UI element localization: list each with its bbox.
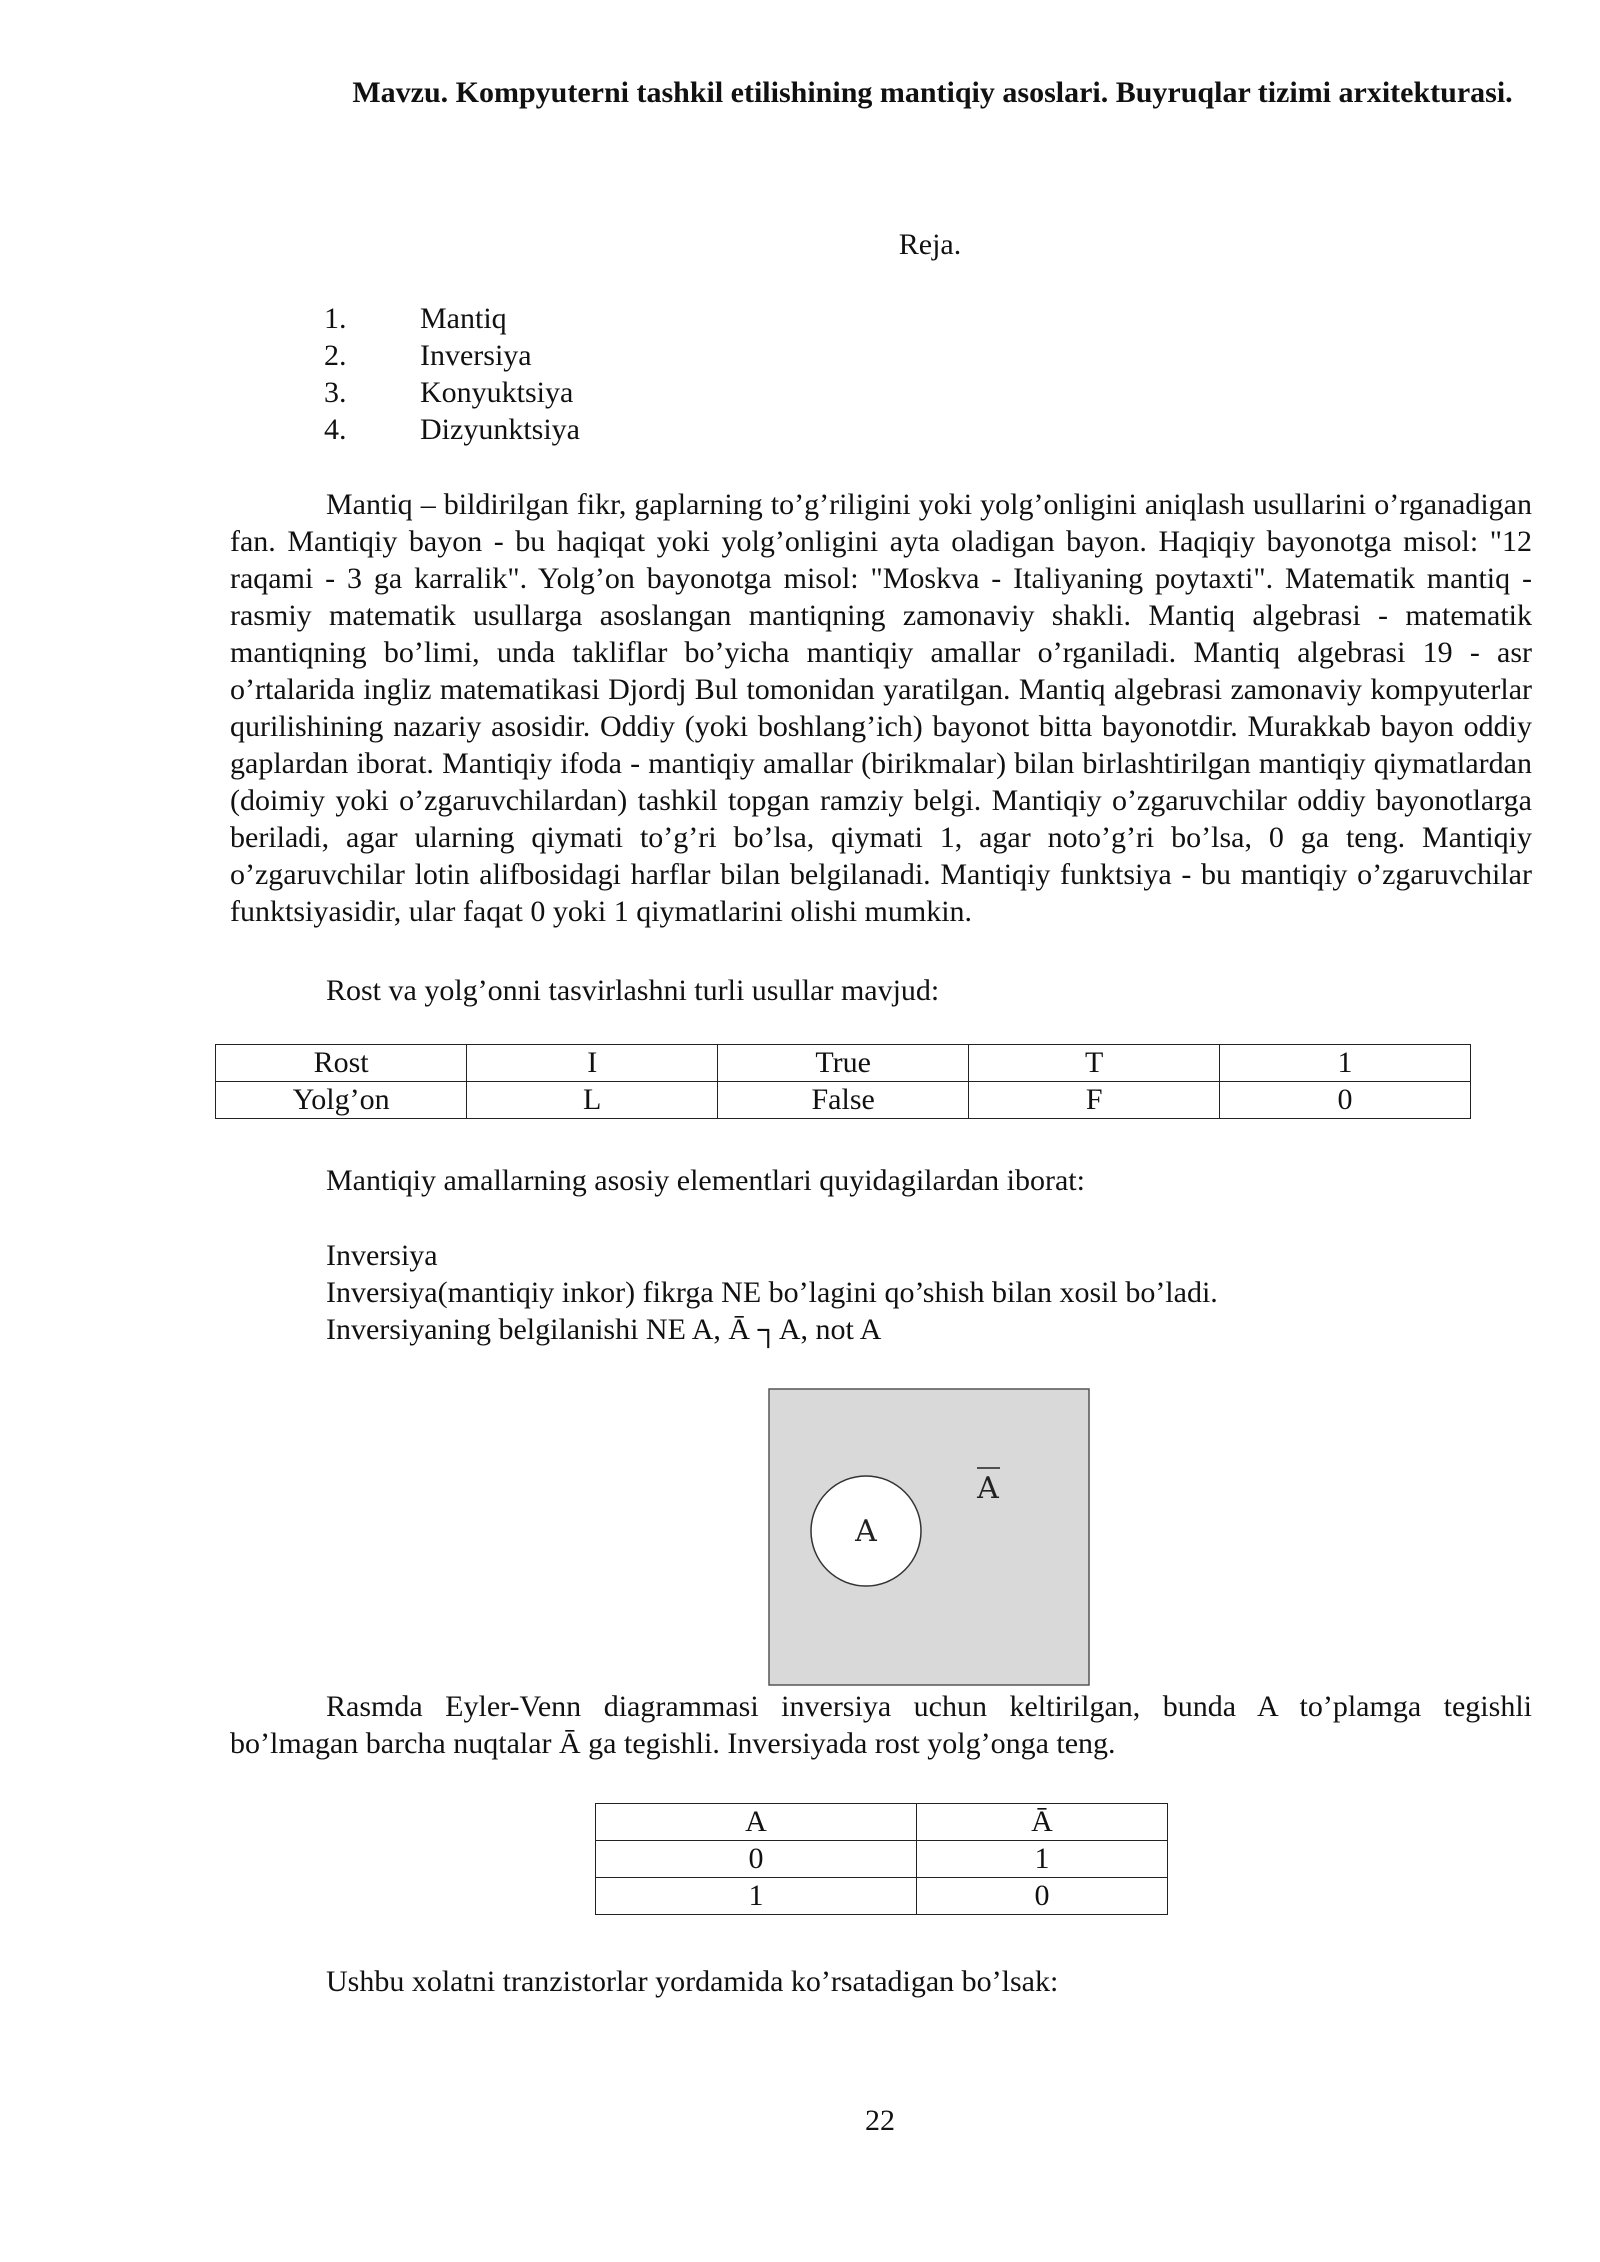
table-cell: 1: [917, 1841, 1168, 1878]
plan-item-number: 1.: [324, 302, 347, 335]
truth-values-table: [215, 1044, 1471, 1119]
plan-item-number: 3.: [324, 376, 347, 409]
venn-svg: [768, 1388, 1090, 1686]
table-cell: 1: [1220, 1045, 1471, 1082]
table-cell: I: [467, 1045, 718, 1082]
table-cell: Rost: [216, 1045, 467, 1082]
table-row: [216, 1082, 1471, 1119]
euler-venn-diagram: [768, 1388, 1090, 1686]
table-row: [216, 1045, 1471, 1082]
venn-caption: Rasmda Eyler-Venn diagrammasi inversiya uchun keltirilgan, bunda A to’plamga tegishli bo’lmagan barcha nuqtalar Ā ga tegishli. Inversiyada rost yolg’onga teng.: [230, 1690, 1532, 1760]
complement-label: A: [977, 1471, 999, 1506]
inversion-heading: Inversiya: [326, 1239, 438, 1272]
set-a-label: A: [855, 1514, 877, 1549]
plan-item: [324, 374, 580, 411]
table-cell: False: [718, 1082, 969, 1119]
table-header-cell: Ā: [917, 1804, 1168, 1841]
plan-list: [324, 300, 580, 448]
table-cell: True: [718, 1045, 969, 1082]
table-header-cell: A: [596, 1804, 917, 1841]
plan-item-number: 2.: [324, 339, 347, 372]
table-cell: 0: [1220, 1082, 1471, 1119]
table-row: [596, 1841, 1168, 1878]
plan-item: [324, 337, 580, 374]
ways-line: Rost va yolg’onni tasvirlashni turli usullar mavjud:: [326, 974, 940, 1007]
inversion-definition: Inversiya(mantiqiy inkor) fikrga NE bo’lagini qo’shish bilan xosil bo’ladi.: [326, 1276, 1218, 1309]
elements-line: Mantiqiy amallarning asosiy elementlari quyidagilardan iborat:: [326, 1164, 1085, 1197]
page-title: Mavzu. Kompyuterni tashkil etilishining mantiqiy asoslari. Buyruqlar tizimi arxitekturasi.: [352, 76, 1513, 109]
intro-paragraph: Mantiq – bildirilgan fikr, gaplarning to’g’riligini yoki yolg’onligini aniqlash usullarini o’rganadigan fan. Mantiqiy bayon - bu haqiqat yoki yolg’onligini ayta oladigan bayon. Haqiqiy bayonotga misol: "12 raqami - 3 ga karralik". Yolg’on bayonotga misol: "Moskva - Italiyaning poytaxti". Matematik mantiq - rasmiy matematik usullarga asoslangan mantiqning zamonaviy shakli. Mantiq algebrasi - matematik mantiqning bo’limi, unda takliflar bo’yicha mantiqiy amallar o’rganiladi. Mantiq algebrasi 19 - asr o’rtalarida ingliz matematikasi Djordj Bul tomonidan yaratilgan. Mantiq algebrasi zamonaviy kompyuterlar qurilishining nazariy asosidir. Oddiy (yoki boshlang’ich) bayonot bitta bayonotdir. Murakkab bayon oddiy gaplardan iborat. Mantiqiy ifoda - mantiqiy amallar (birikmalar) bilan birlashtirilgan mantiqiy qiymatlardan (doimiy yoki o’zgaruvchilardan) tashkil topgan ramziy belgi. Mantiqiy o’zgaruvchilar oddiy bayonotlarga beriladi, agar ularning qiymati to’g’ri bo’lsa, qiymati 1, agar noto’g’ri bo’lsa, 0 ga teng. Mantiqiy o’zgaruvchilar lotin alifbosidagi harflar bilan belgilanadi. Mantiqiy funktsiya - bu mantiqiy o’zgaruvchilar funktsiyasidir, ular faqat 0 yoki 1 qiymatlarini olishi mumkin.: [230, 488, 1532, 928]
table-header-row: [596, 1804, 1168, 1841]
table-cell: L: [467, 1082, 718, 1119]
table-cell: F: [969, 1082, 1220, 1119]
table-cell: 0: [596, 1841, 917, 1878]
plan-item: [324, 300, 580, 337]
plan-item-number: 4.: [324, 413, 347, 446]
plan-item-text: Konyuktsiya: [420, 376, 574, 409]
page-number: 22: [865, 2104, 895, 2137]
plan-item-text: Dizyunktsiya: [420, 413, 580, 446]
table-cell: T: [969, 1045, 1220, 1082]
transistor-line: Ushbu xolatni tranzistorlar yordamida ko’rsatadigan bo’lsak:: [326, 1965, 1059, 1998]
table-row: [596, 1878, 1168, 1915]
plan-heading: Reja.: [898, 228, 962, 261]
table-cell: Yolg’on: [216, 1082, 467, 1119]
inversion-notation: Inversiyaning belgilanishi NE A, Ā ┐A, not A: [326, 1313, 882, 1346]
inversion-truth-table: [595, 1803, 1168, 1915]
plan-item-text: Inversiya: [420, 339, 532, 372]
plan-item-text: Mantiq: [420, 302, 507, 335]
table-cell: 0: [917, 1878, 1168, 1915]
table-cell: 1: [596, 1878, 917, 1915]
plan-item: [324, 411, 580, 448]
